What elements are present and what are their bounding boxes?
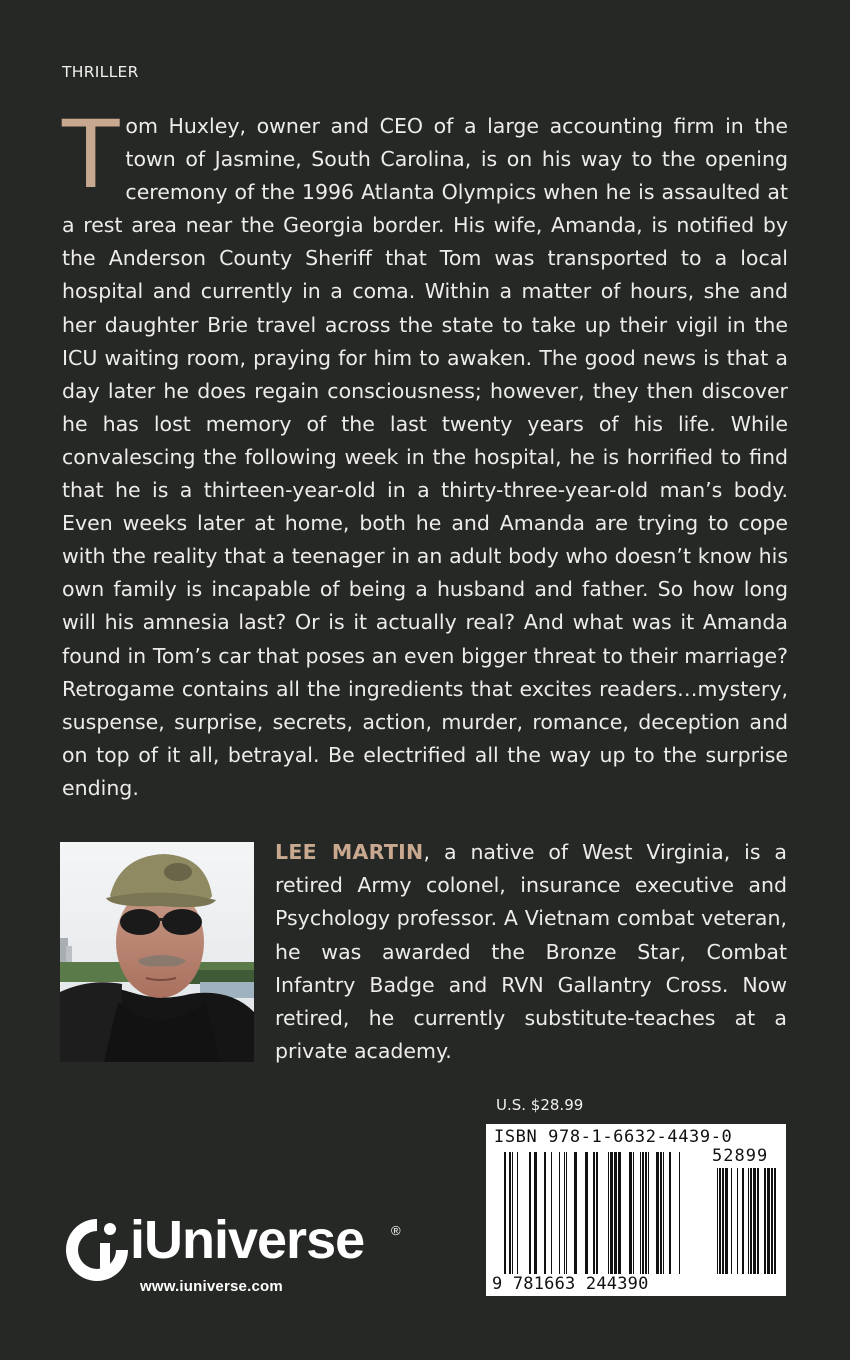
isbn-barcode — [486, 1124, 786, 1296]
drop-cap: T — [62, 101, 120, 210]
author-bio-text: , a native of West Virginia, is a retired Army colonel, insurance executive and Psychology professor. A Vietnam combat veteran, he was awarded the Bronze Star, Combat Infantry Badge and RVN Gallantry Cross. Now retired, he currently substitute-teaches at a private academy. — [275, 840, 787, 1064]
ean-digits: 9 781663 244390 — [492, 1274, 649, 1294]
author-bio — [275, 836, 787, 1068]
price-label: U.S. $28.99 — [496, 1096, 584, 1114]
isbn-number: ISBN 978-1-6632-4439-0 — [494, 1127, 733, 1147]
publisher-url[interactable]: www.iuniverse.com — [140, 1278, 283, 1295]
barcode-addon: 52899 — [712, 1146, 769, 1166]
registered-mark: ® — [391, 1223, 401, 1238]
author-name: LEE MARTIN — [275, 840, 424, 864]
publisher-name: iUniverse — [130, 1210, 365, 1270]
iuniverse-swirl-icon — [62, 1215, 132, 1285]
publisher-logo — [62, 1210, 407, 1305]
author-photo — [60, 842, 254, 1062]
description-text: om Huxley, owner and CEO of a large accounting firm in the town of Jasmine, South Carolina, is on his way to the opening ceremony of the 1996 Atlanta Olympics when he is assaulted at a rest area near the Georgia border. His wife, Amanda, is notified by the Anderson County Sheriff that Tom was transported to a local hospital and currently in a coma. Within a matter of hours, she and her daughter Brie travel across the state to take up their vigil in the ICU waiting room, praying for him to awaken. The good news is that a day later he does regain consciousness; however, they then discover he has lost memory of the last twenty years of his life. While convalescing the following week in the hospital, he is horrified to find that he is a thirteen-year-old in a thirty-three-year-old man’s body. Even weeks later at home, both he and Amanda are trying to cope with the reality that a teenager in an adult body who doesn’t know his own family is incapable of being a husband and father. So how long will his amnesia last? Or is it actually real? And what was it Amanda found in Tom’s car that poses an even bigger threat to their marriage? Retrogame contains all the ingredients that excites readers…mystery, suspense, surprise, secrets, action, murder, romance, deception and on top of it all, betrayal. Be electrified all the way up to the surprise ending. — [62, 114, 788, 800]
book-description — [62, 101, 788, 805]
genre-label: THRILLER — [62, 63, 139, 81]
